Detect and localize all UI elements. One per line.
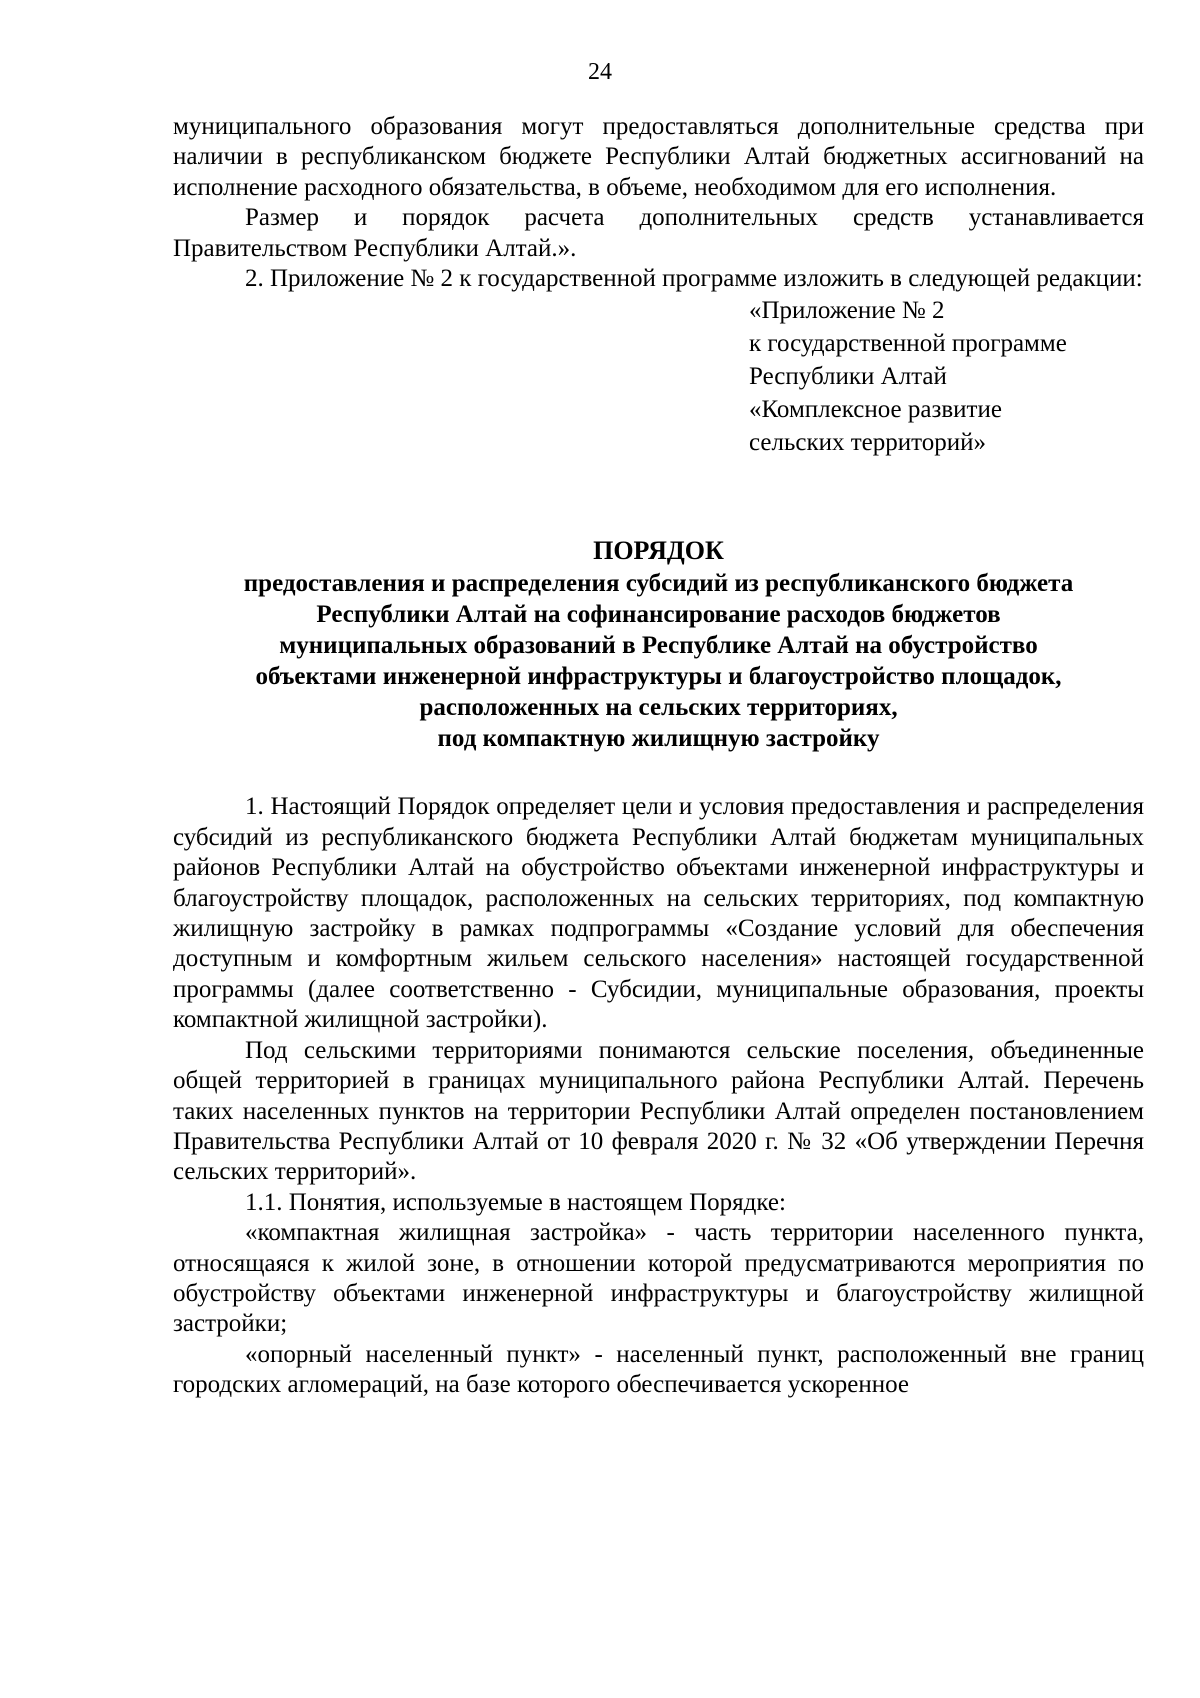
intro-paragraph-3: 2. Приложение № 2 к государственной программе изложить в следующей редакции: (245, 265, 1143, 293)
appendix-line: «Приложение № 2 (749, 297, 945, 325)
appendix-line: Республики Алтай (749, 363, 947, 391)
document-body (173, 112, 1144, 1401)
content-paragraph-2: Под сельскими территориями понимаются сельские поселения, объединенные общей территорией в границах муниципального района Республики Алтай. Перечень таких населенных пунктов на территории Республики Алтай определен постановлением Правительства Республики Алтай от 10 февраля 2020 г. № 32 «Об утверждении Перечня сельских территорий». (173, 1036, 1144, 1186)
intro-paragraph-2: Размер и порядок расчета дополнительных средств устанавливается Правительством Республики Алтай.». (173, 204, 1144, 262)
document-title (173, 535, 1144, 754)
title-heading: ПОРЯДОК (593, 536, 724, 566)
content-paragraph-3: 1.1. Понятия, используемые в настоящем Порядке: (245, 1188, 786, 1216)
content-paragraph-5: «опорный населенный пункт» - населенный пункт, расположенный вне границ городских агломераций, на базе которого обеспечивается ускоренное (173, 1340, 1144, 1399)
intro-paragraph-1: муниципального образования могут предоставляться дополнительные средства при наличии в республиканском бюджете Республики Алтай бюджетных ассигнований на исполнение расходного обязательства, в объеме, необходимом для его исполнения. (173, 113, 1144, 201)
appendix-reference (749, 294, 1144, 459)
content-paragraph-1: 1. Настоящий Порядок определяет цели и условия предоставления и распределения субсидий из республиканского бюджета Республики Алтай бюджетам муниципальных районов Республики Алтай на обустройство объектами инженерной инфраструктуры и благоустройству площадок, расположенных на сельских территориях, под компактную жилищную застройку в рамках подпрограммы «Создание условий для обеспечения доступным и комфортным жильем сельского населения» настоящей государственной программы (далее соответственно - Субсидии, муниципальные образования, проекты компактной жилищной застройки). (173, 793, 1144, 1034)
appendix-line: сельских территорий» (749, 429, 986, 457)
title-line: объектами инженерной инфраструктуры и благоустройство площадок, (255, 663, 1062, 691)
title-line: Республики Алтай на софинансирование расходов бюджетов (316, 601, 1001, 629)
page-number: 24 (588, 59, 612, 85)
appendix-line: к государственной программе (749, 330, 1067, 358)
title-line: расположенных на сельских территориях, (419, 694, 898, 722)
title-line: муниципальных образований в Республике Алтай на обустройство (279, 632, 1038, 660)
appendix-line: «Комплексное развитие (749, 396, 1002, 424)
title-line: под компактную жилищную застройку (437, 725, 880, 753)
content-paragraph-4: «компактная жилищная застройка» - часть территории населенного пункта, относящаяся к жилой зоне, в отношении которой предусматриваются мероприятия по обустройству объектами инженерной инфраструктуры и благоустройству жилищной застройки; (173, 1219, 1144, 1338)
main-content (173, 792, 1144, 1400)
title-line: предоставления и распределения субсидий из республиканского бюджета (243, 570, 1074, 598)
